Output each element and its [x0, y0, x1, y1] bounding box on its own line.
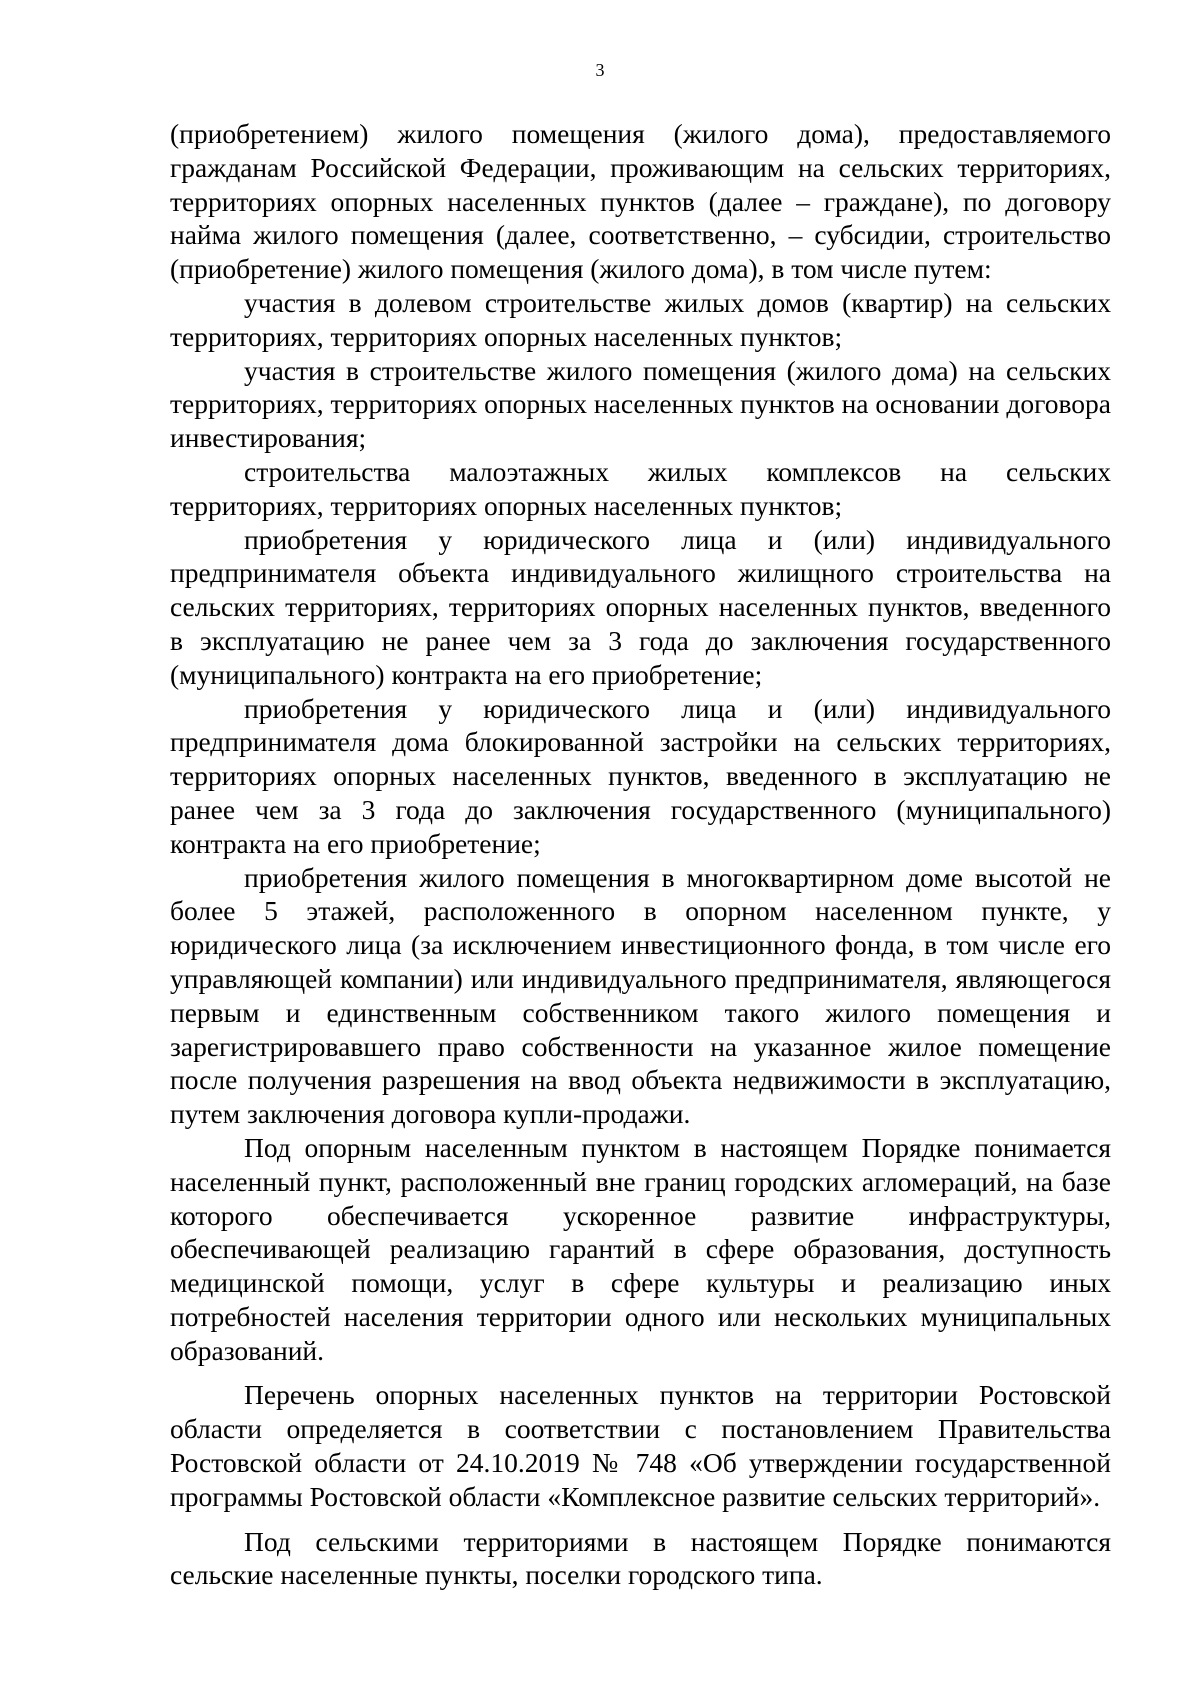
- paragraph-continuation: (приобретением) жилого помещения (жилого дома), предоставляемого гражданам Российской Федерации, проживающим на сельских территориях, территориях опорных населенных пунктов (далее – граждане), по договору найма жилого помещения (далее, соответственно, – субсидии, строительство (приобретение) жилого помещения (жилого дома), в том числе путем:: [170, 118, 1111, 285]
- document-body: [170, 117, 1111, 1592]
- list-item-individual-housing-purchase: приобретения у юридического лица и (или) индивидуального предпринимателя объекта индивидуального жилищного строительства на сельских территориях, территориях опорных населенных пунктов, введенного в эксплуатацию не ранее чем за 3 года до заключения государственного (муниципального) контракта на его приобретение;: [170, 523, 1111, 690]
- list-item-investment-construction: участия в строительстве жилого помещения (жилого дома) на сельских территориях, территориях опорных населенных пунктов на основании договора инвестирования;: [170, 354, 1111, 454]
- list-item-apartment-purchase: приобретения жилого помещения в многоквартирном доме высотой не более 5 этажей, расположенного в опорном населенном пункте, у юридического лица (за исключением инвестиционного фонда, в том числе его управляющей компании) или индивидуального предпринимателя, являющегося первым и единственным собственником такого жилого помещения и зарегистрировавшего право собственности на указанное жилое помещение после получения разрешения на ввод объекта недвижимости в эксплуатацию, путем заключения договора купли-продажи.: [170, 861, 1111, 1130]
- paragraph-support-settlement-definition: Под опорным населенным пунктом в настоящем Порядке понимается населенный пункт, расположенный вне границ городских агломераций, на базе которого обеспечивается ускоренное развитие инфраструктуры, обеспечивающей реализацию гарантий в сфере образования, доступность медицинской помощи, услуг в сфере культуры и реализацию иных потребностей населения территории одного или нескольких муниципальных образований.: [170, 1131, 1111, 1366]
- paragraph-rural-territories-definition: Под сельскими территориями в настоящем Порядке понимаются сельские населенные пункты, поселки городского типа.: [170, 1525, 1111, 1591]
- list-item-shared-construction: участия в долевом строительстве жилых домов (квартир) на сельских территориях, территориях опорных населенных пунктов;: [170, 286, 1111, 352]
- paragraph-support-settlement-list: Перечень опорных населенных пунктов на территории Ростовской области определяется в соответствии с постановлением Правительства Ростовской области от 24.10.2019 № 748 «Об утверждении государственной программы Ростовской области «Комплексное развитие сельских территорий».: [170, 1379, 1111, 1512]
- list-item-blocked-house-purchase: приобретения у юридического лица и (или) индивидуального предпринимателя дома блокированной застройки на сельских территориях, территориях опорных населенных пунктов, введенного в эксплуатацию не ранее чем за 3 года до заключения государственного (муниципального) контракта на его приобретение;: [170, 692, 1111, 859]
- list-item-low-rise-complexes: строительства малоэтажных жилых комплексов на сельских территориях, территориях опорных населенных пунктов;: [170, 455, 1111, 521]
- page-number: 3: [595, 60, 605, 80]
